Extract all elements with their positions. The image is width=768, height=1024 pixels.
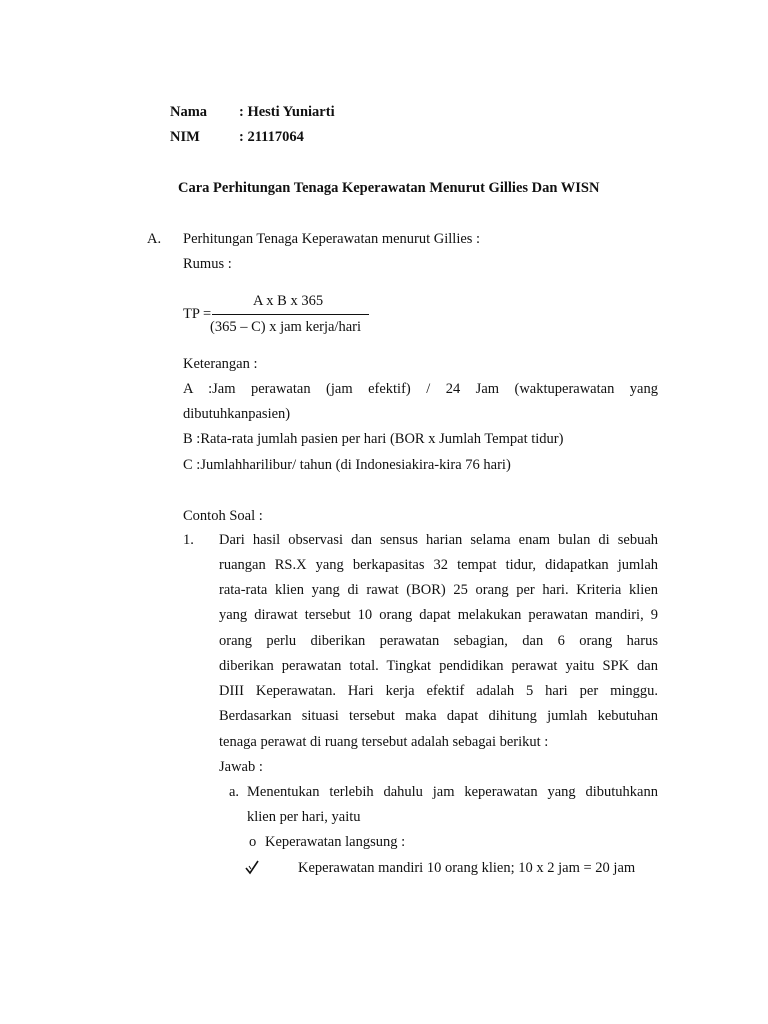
section-a-heading: Perhitungan Tenaga Keperawatan menurut Gillies : [183, 231, 481, 247]
nim-value: : 21117064 [239, 129, 304, 145]
formula-lhs: TP = [183, 306, 212, 322]
contoh-soal-label: Contoh Soal : [183, 508, 263, 524]
jawab-label: Jawab : [219, 759, 263, 775]
paragraph-line: rata-rata klien yang di rawat (BOR) 25 orang per hari. Kriteria klien [219, 582, 658, 598]
sub-a-marker: a. [229, 784, 240, 800]
formula-denominator: (365 – C) x jam kerja/hari [210, 319, 361, 335]
name-label: Nama [170, 104, 208, 120]
nim-label: NIM [170, 129, 200, 145]
keterangan-b: B :Rata-rata jumlah pasien per hari (BOR x Jumlah Tempat tidur) [183, 431, 564, 447]
keterangan-c: C :Jumlahharilibur/ tahun (di Indonesiakira-kira 76 hari) [183, 457, 511, 473]
bullet-o-marker: o [249, 834, 257, 850]
paragraph-line: Berdasarkan situasi tersebut maka dapat dihitung jumlah kebutuhan [219, 708, 658, 724]
formula-numerator: A x B x 365 [253, 293, 324, 309]
section-a-marker: A. [147, 231, 162, 247]
paragraph-line: yang dirawat tersebut 10 orang dapat melakukan perawatan mandiri, 9 [219, 607, 658, 623]
paragraph-line: ruangan RS.X yang berkapasitas 32 tempat tidur, didapatkan jumlah [219, 557, 658, 573]
paragraph-line: tenaga perawat di ruang tersebut adalah sebagai berikut : [219, 734, 549, 750]
keterangan-a-line2: dibutuhkanpasien) [183, 406, 291, 422]
keterangan-a-line1: A :Jam perawatan (jam efektif) / 24 Jam (waktuperawatan yang [183, 381, 658, 397]
check-bullet-icon [244, 858, 260, 876]
check-item-text: Keperawatan mandiri 10 orang klien; 10 x 2 jam = 20 jam [298, 860, 636, 876]
paragraph-line: orang perlu diberikan perawatan sebagian, dan 6 orang harus [219, 633, 658, 649]
document-title: Cara Perhitungan Tenaga Keperawatan Menurut Gillies Dan WISN [178, 180, 600, 196]
paragraph-line: Dari hasil observasi dan sensus harian selama enam bulan di sebuah [219, 532, 658, 548]
fraction-line [212, 314, 369, 315]
rumus-label: Rumus : [183, 256, 232, 272]
paragraph-line: DIII Keperawatan. Hari kerja efektif adalah 5 hari per minggu. [219, 683, 658, 699]
paragraph-line: diberikan perawatan total. Tingkat pendidikan perawat yaitu SPK dan [219, 658, 658, 674]
keterangan-label: Keterangan : [183, 356, 258, 372]
item-number: 1. [183, 532, 194, 548]
sub-a-line1: Menentukan terlebih dahulu jam keperawatan yang dibutuhkann [247, 784, 658, 800]
sub-a-line2: klien per hari, yaitu [247, 809, 361, 825]
bullet-o-text: Keperawatan langsung : [265, 834, 406, 850]
name-value: : Hesti Yuniarti [239, 104, 335, 120]
